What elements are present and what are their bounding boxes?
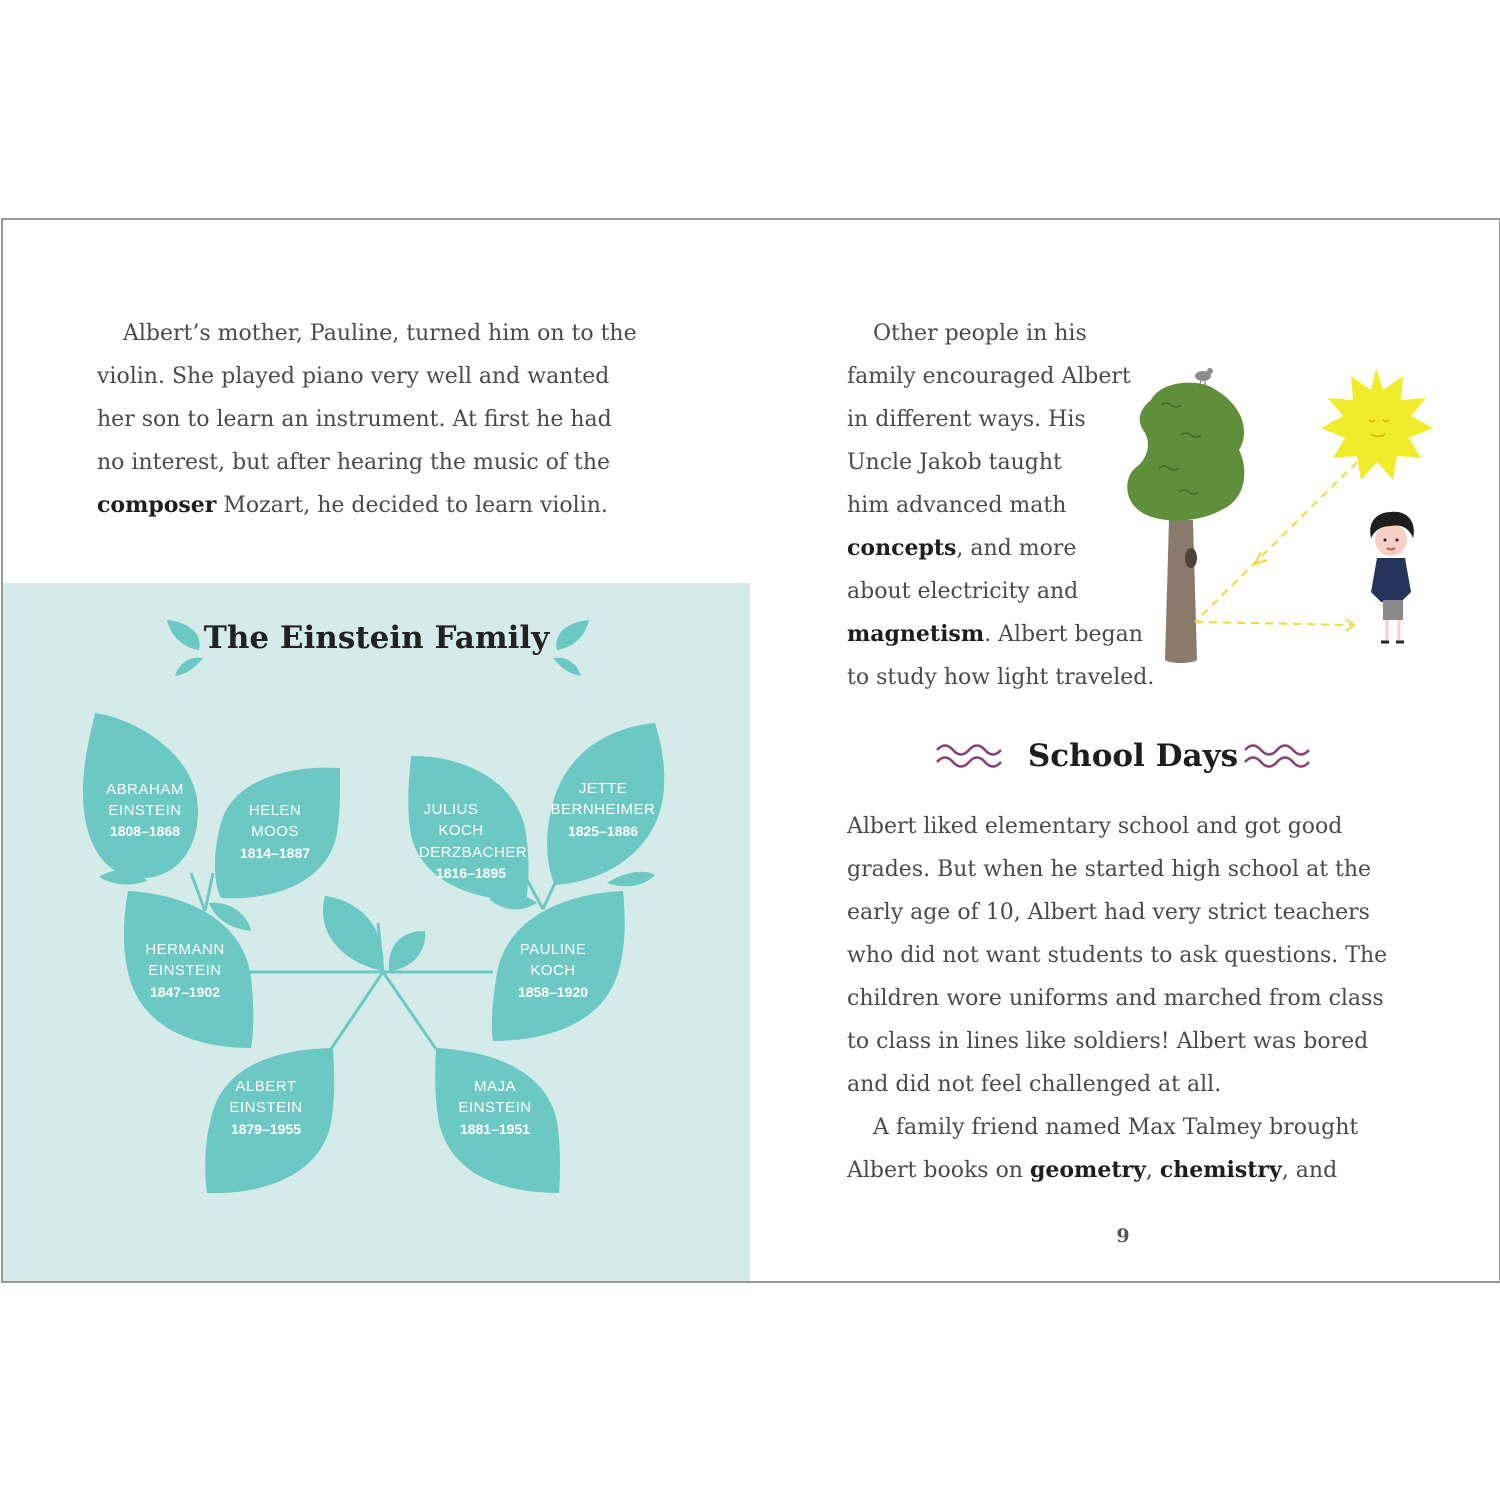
family-encouragement-paragraph (847, 312, 1154, 699)
paragraph-line: violin. She played piano very well and wanted (97, 364, 610, 389)
member-name: ABRAHAM (106, 781, 184, 798)
paragraph-text: , and (1281, 1158, 1338, 1183)
sprout-leaf-icon (323, 896, 383, 971)
member-dates: 1858–1920 (517, 984, 589, 1000)
paragraph-text: , (1145, 1158, 1160, 1183)
member-name: DERZBACHER (418, 844, 528, 861)
paragraph-line (97, 484, 637, 527)
member-leaf-maja (435, 1048, 560, 1193)
paragraph-line: about electricity and (847, 579, 1079, 604)
paragraph-line: in different ways. His (847, 407, 1086, 432)
family-tree-diagram (3, 583, 750, 1281)
member-leaf-abraham (83, 713, 198, 878)
paragraph-line: who did not want students to ask questions. The (847, 943, 1388, 968)
tree-trunk (1165, 520, 1197, 663)
member-dates: 1881–1951 (459, 1121, 531, 1137)
keyword-chemistry: chemistry (1159, 1157, 1282, 1183)
member-leaf-pauline (492, 891, 625, 1041)
keyword-composer: composer (97, 492, 217, 518)
paragraph-text: , and more (956, 536, 1077, 561)
paragraph-line: Albert liked elementary school and got good (847, 814, 1343, 839)
paragraph-line: family encouraged Albert (847, 364, 1131, 389)
paragraph-text: . Albert began (984, 622, 1143, 647)
boy-illustration (1370, 512, 1414, 642)
school-days-paragraph (847, 805, 1387, 1192)
member-leaf-jette (547, 723, 664, 885)
member-name: BERNHEIMER (550, 801, 656, 818)
paragraph-line (847, 613, 1154, 656)
member-name: KOCH (438, 822, 484, 839)
member-leaf-julius (408, 756, 528, 901)
paragraph-line: him advanced math (847, 493, 1067, 518)
member-name: EINSTEIN (148, 962, 222, 979)
member-leaf-albert (205, 1048, 334, 1193)
paragraph-line: no interest, but after hearing the music of the (97, 450, 611, 475)
member-name: MOOS (251, 823, 299, 840)
member-name: KOCH (530, 962, 576, 979)
sprout-leaf-icon (389, 931, 425, 971)
paragraph-line: grades. But when he started high school at the (847, 857, 1372, 882)
paragraph-line: A family friend named Max Talmey brought (873, 1115, 1359, 1140)
squiggle-icon (1243, 740, 1315, 774)
keyword-magnetism: magnetism (847, 621, 985, 647)
member-name: JETTE (578, 780, 628, 797)
member-name: EINSTEIN (108, 802, 182, 819)
paragraph-line: Uncle Jakob taught (847, 450, 1062, 475)
member-leaf-helen (215, 768, 340, 899)
paragraph-text: Albert books on (847, 1158, 1030, 1183)
member-dates: 1814–1887 (239, 845, 311, 861)
paragraph-text: Mozart, he decided to learn violin. (216, 493, 608, 518)
member-name: PAULINE (519, 941, 587, 958)
member-name: JULIUS (423, 801, 479, 818)
section-title: School Days (1027, 738, 1239, 774)
paragraph-line (847, 1149, 1387, 1192)
paragraph-line: early age of 10, Albert had very strict teachers (847, 900, 1370, 925)
sun-illustration (1321, 368, 1433, 480)
paragraph-line: her son to learn an instrument. At first he had (97, 407, 612, 432)
family-tree-title: The Einstein Family (203, 620, 550, 656)
member-name: HELEN (248, 802, 302, 819)
member-name: EINSTEIN (458, 1099, 532, 1116)
member-name: HERMANN (145, 941, 225, 958)
page-number: 9 (1116, 1225, 1130, 1247)
leaf-icon (607, 872, 655, 887)
mother-paragraph (97, 312, 637, 527)
light-illustration (1121, 360, 1441, 680)
paragraph-line: to class in lines like soldiers! Albert was bored (847, 1029, 1369, 1054)
member-dates: 1847–1902 (149, 984, 221, 1000)
member-dates: 1825–1886 (567, 823, 639, 839)
member-dates: 1816–1895 (435, 865, 507, 881)
paragraph-line (847, 527, 1154, 570)
paragraph-line: to study how light traveled. (847, 665, 1155, 690)
keyword-geometry: geometry (1029, 1157, 1146, 1183)
member-dates: 1808–1868 (109, 823, 181, 839)
paragraph-line: and did not feel challenged at all. (847, 1072, 1222, 1097)
tree-illustration (1127, 383, 1244, 521)
member-name: MAJA (473, 1078, 517, 1095)
book-spread (1, 218, 1500, 1283)
member-name: EINSTEIN (229, 1099, 303, 1116)
keyword-concepts: concepts (847, 535, 957, 561)
paragraph-line: Other people in his (873, 321, 1087, 346)
paragraph-line: children wore uniforms and marched from class (847, 986, 1384, 1011)
member-dates: 1879–1955 (230, 1121, 302, 1137)
paragraph-line: Albert’s mother, Pauline, turned him on to the (123, 321, 637, 346)
member-name: ALBERT (235, 1078, 297, 1095)
tree-hole (1185, 548, 1197, 568)
